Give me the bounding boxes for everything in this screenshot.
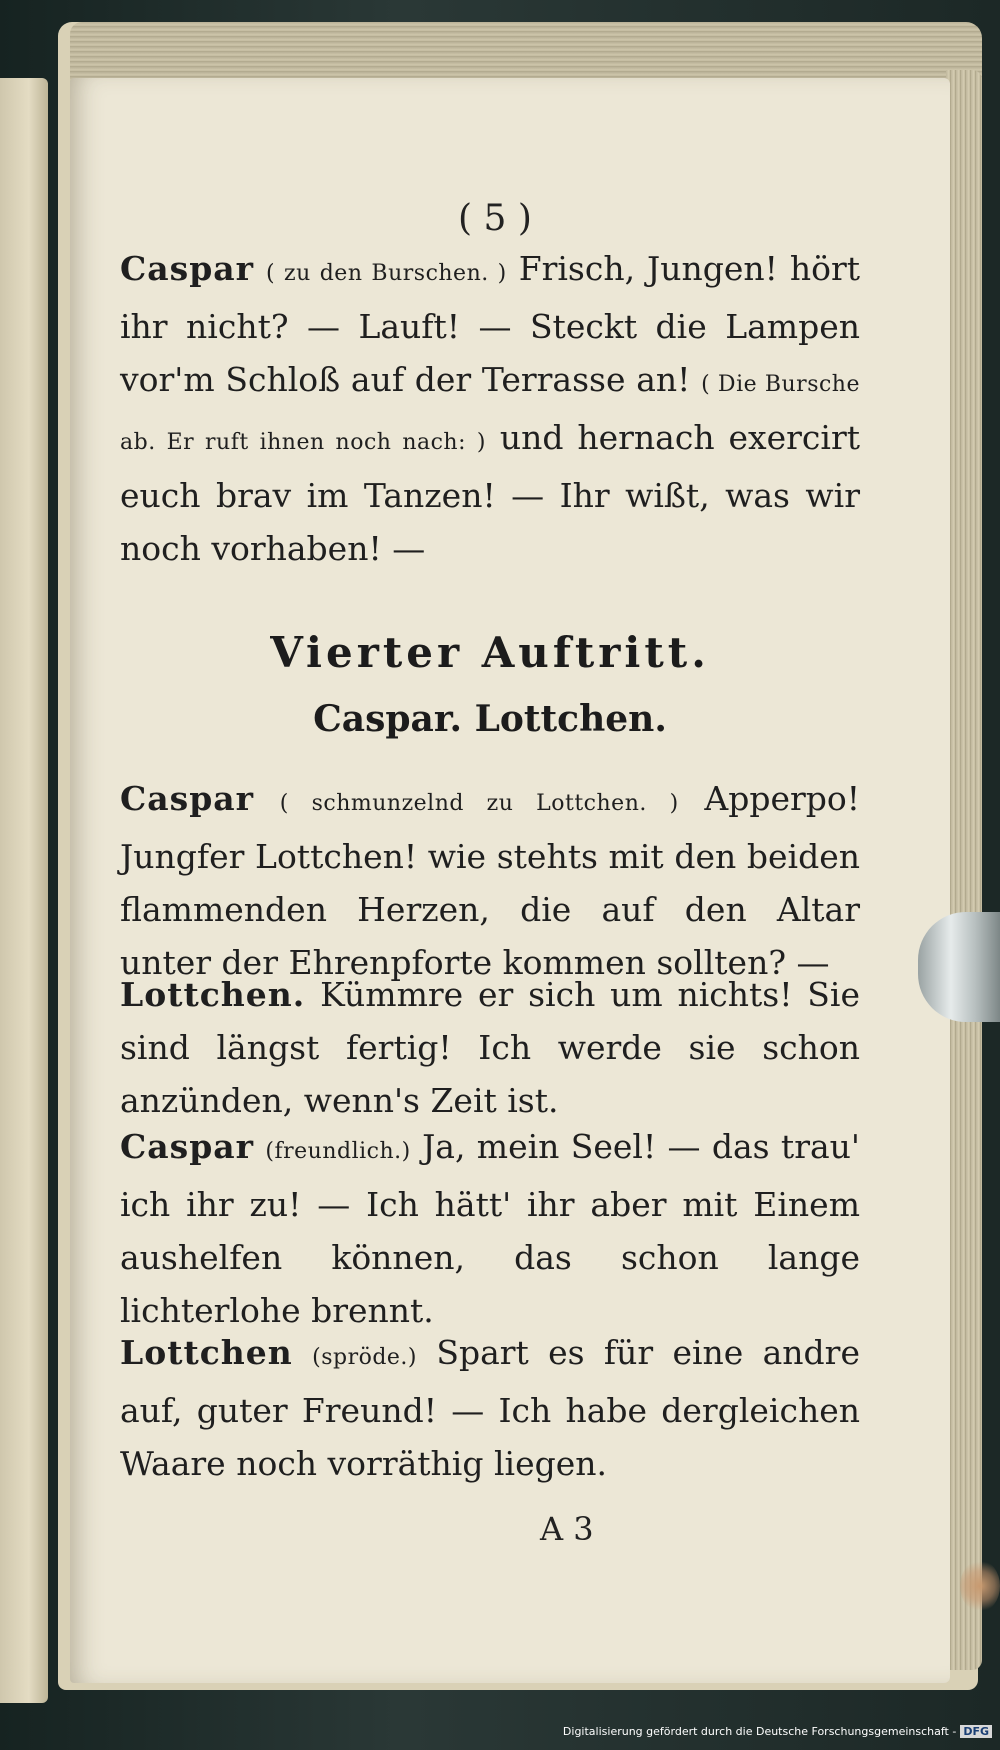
fore-edge [946,70,982,1670]
speaker-name: Caspar [120,779,255,818]
stage-direction: ( Die Bursche ab. Er ruft ihnen noch nach: ) [120,372,860,455]
stage-direction: (freundlich.) [265,1139,411,1164]
top-page-edges [70,22,982,84]
stage-direction: ( schmunzelnd zu Lottchen. ) [279,791,679,816]
left-page-edge [0,78,48,1703]
speaker-name: Lottchen [120,1333,293,1372]
dfg-logo: DFG [960,1725,992,1738]
paragraph-1 [120,242,860,575]
scene-heading: Vierter Auftritt. [270,628,710,677]
dialogue-text: Kümmre er sich um nichts! Sie sind längst fertig! Ich werde sie schon anzünden, wenn's Zeit ist. [120,975,860,1120]
speaker-name: Caspar [120,249,255,288]
dialogue-text: Ja, mein Seel! — das trau' ich ihr zu! — Ich hätt' ihr aber mit Einem aushelfen können, das schon lange lichterlohe brennt. [120,1127,860,1330]
speaker-name: Lottchen. [120,975,306,1014]
paragraph-4 [120,1120,860,1337]
paragraph-2 [120,772,860,989]
paper-stain [960,1560,1000,1612]
page-clip [918,912,1000,1022]
stage-direction: (spröde.) [312,1345,418,1370]
signature-mark: A 3 [540,1510,594,1548]
page-number: ( 5 ) [458,198,532,239]
paragraph-3 [120,968,860,1127]
credit-text: Digitalisierung gefördert durch die Deutsche Forschungsgemeinschaft - [562,1725,957,1738]
speaker-name: Caspar [120,1127,255,1166]
dialogue-text: und hernach exercirt euch brav im Tanzen! — Ihr wißt, was wir noch vorhaben! — [120,418,860,568]
dialogue-text: Frisch, Jungen! hört ihr nicht? — Lauft! — Steckt die Lampen vor'm Schloß auf der Terrasse an! [120,249,860,399]
stage-direction: ( zu den Burschen. ) [266,261,507,286]
scene-cast: Caspar. Lottchen. [313,698,667,740]
dialogue-text: Spart es für eine andre auf, guter Freund! — Ich habe dergleichen Waare noch vorräthig liegen. [120,1333,860,1483]
dialogue-text: Apperpo! Jungfer Lottchen! wie stehts mit den beiden flammenden Herzen, die auf den Altar unter der Ehrenpforte kommen sollten? — [120,779,861,982]
digitization-credit [0,1725,992,1738]
paragraph-5 [120,1326,860,1490]
